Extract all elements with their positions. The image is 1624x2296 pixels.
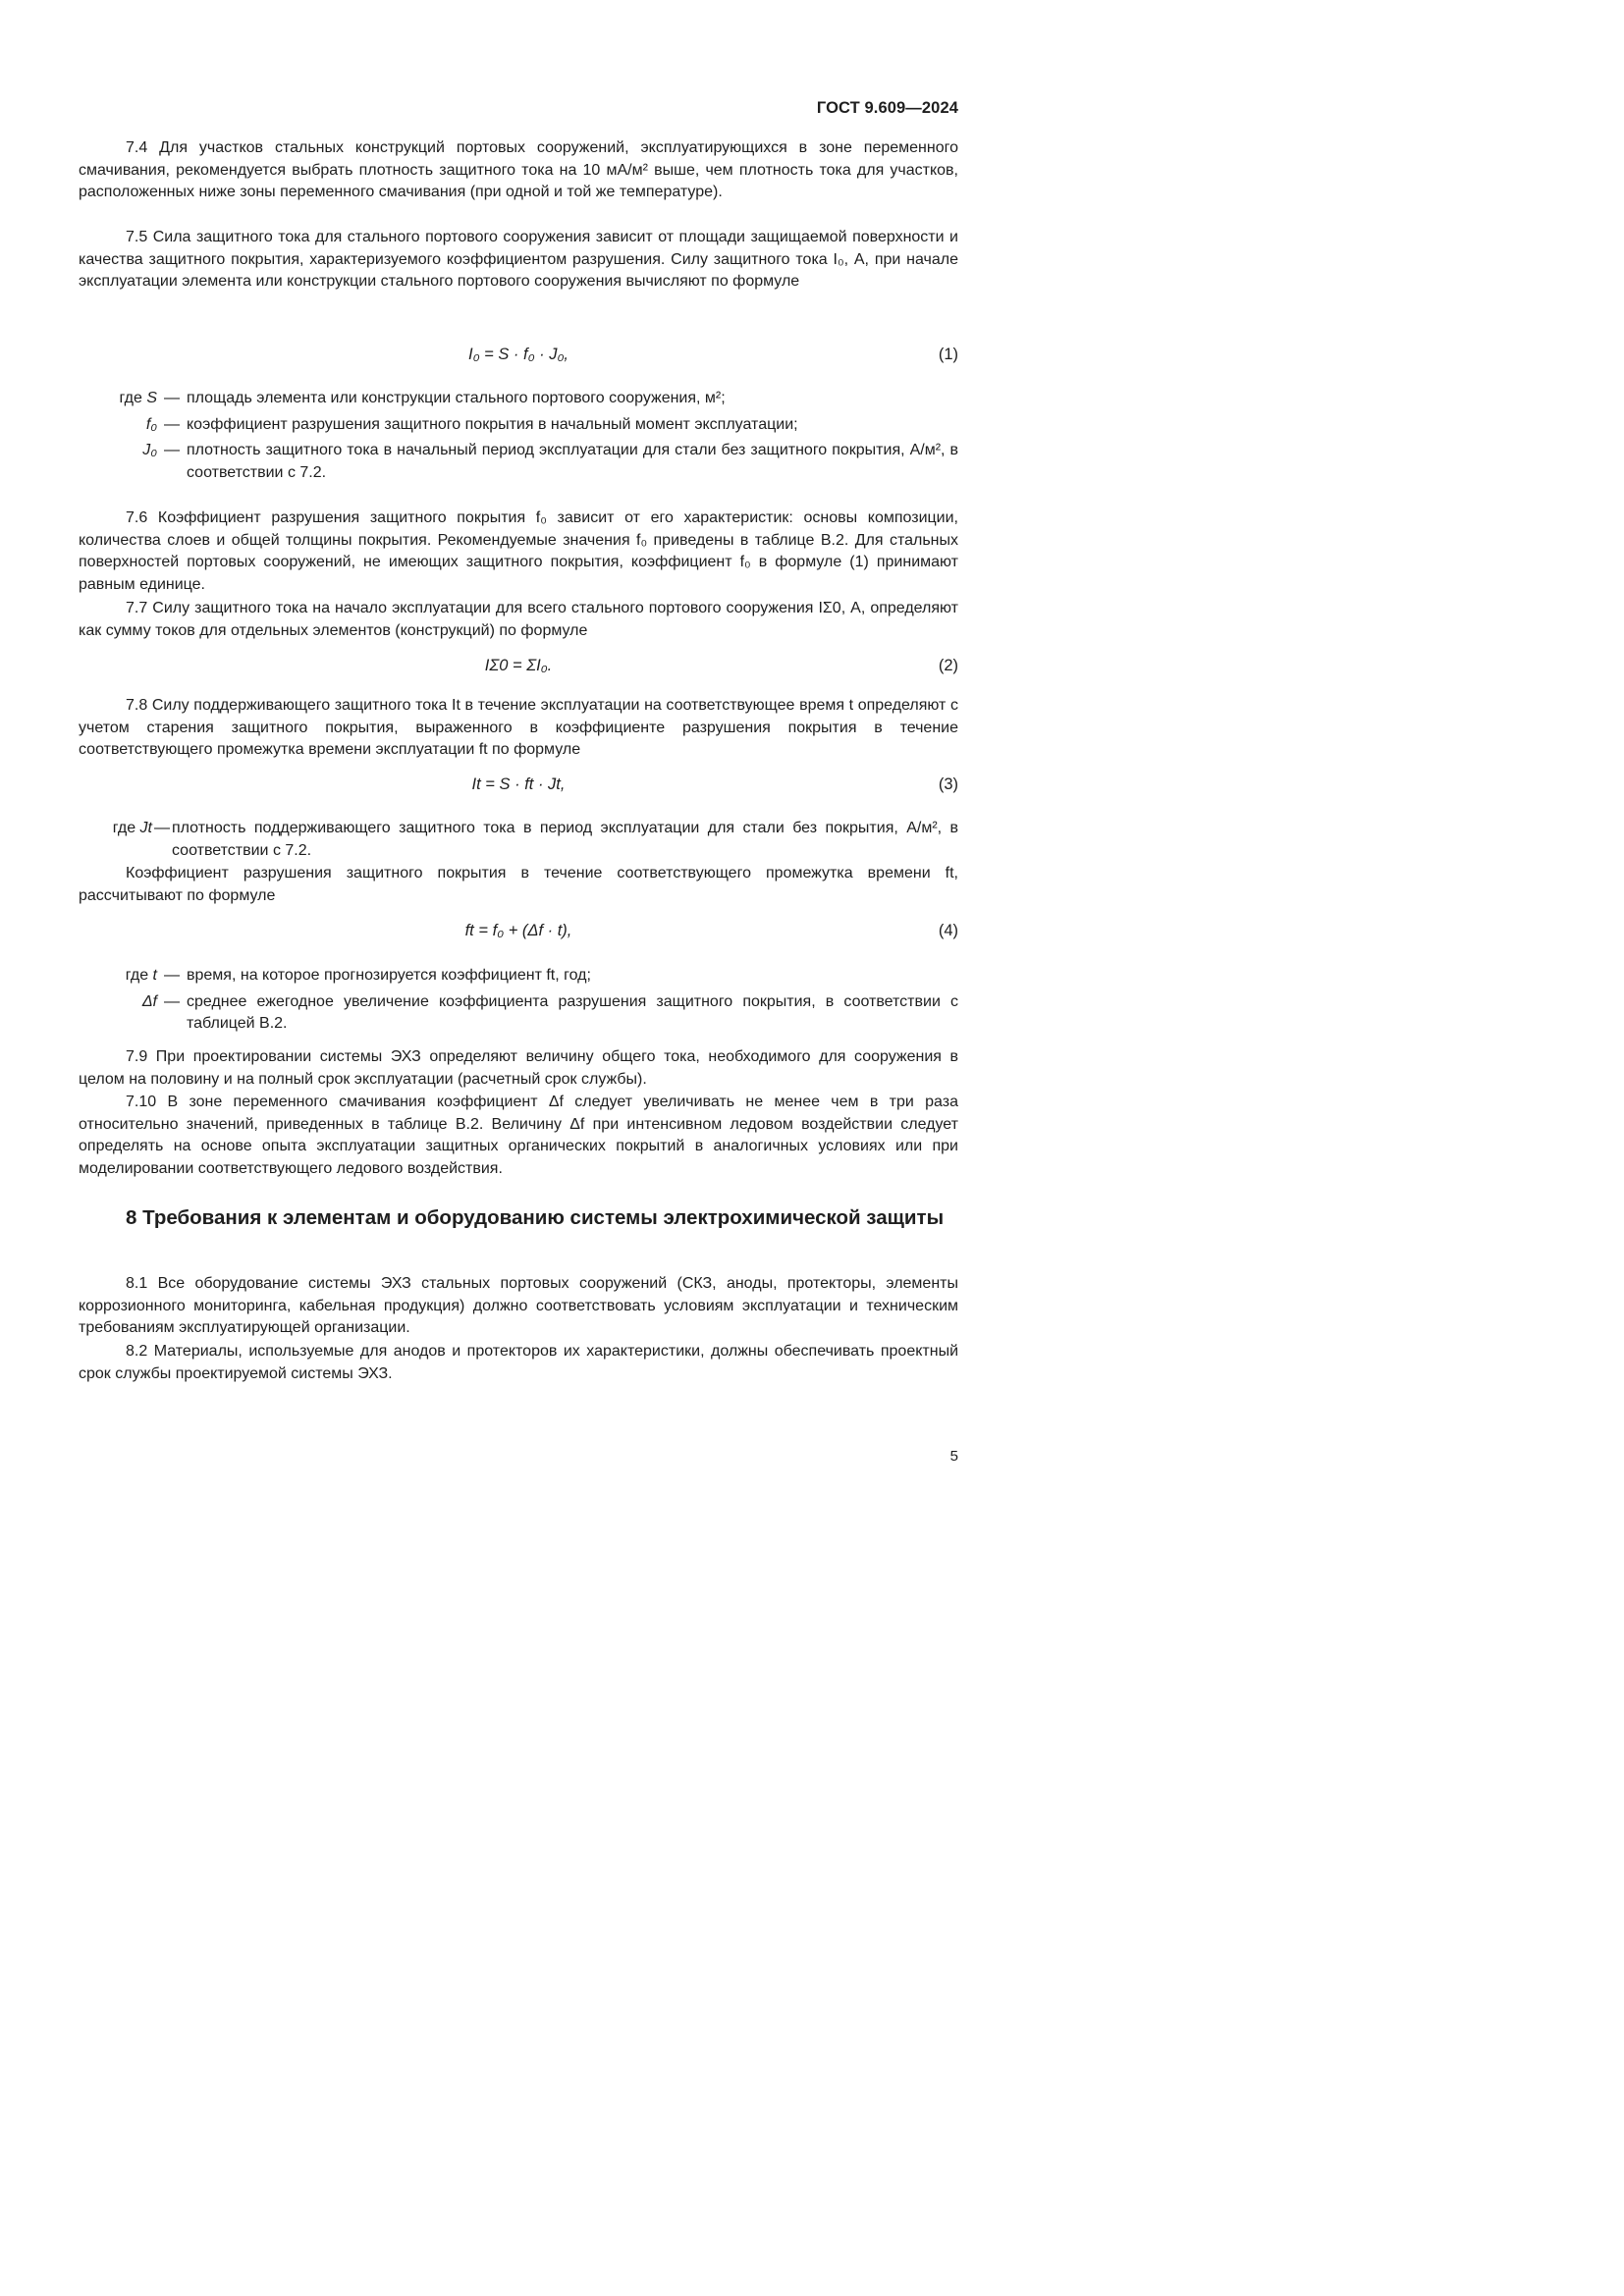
definition-symbol: где t [125,967,157,984]
definition-dash: — [154,820,170,836]
formula-3-expression: It = S · ft · Jt, [471,775,566,793]
paragraph-7-9: 7.9 При проектировании системы ЭХЗ определяют величину общего тока, необходимого для сооружения в целом на половину и на полный срок эксплуатации (расчетный срок службы). [79,1048,958,1088]
definition-text: площадь элемента или конструкции стального портового сооружения, м²; [187,390,726,406]
definition-row [79,965,958,988]
definition-symbol: J₀ [142,442,157,458]
section-8-heading: 8 Требования к элементам и оборудованию системы электрохимической защиты [126,1206,945,1229]
definition-symbol: Δf [141,992,157,1010]
definition-text: плотность поддерживающего защитного тока в период эксплуатации для стали без покрытия, А/м², в соответствии с 7.2. [172,820,958,859]
paragraph-7-4: 7.4 Для участков стальных конструкций портовых сооружений, эксплуатирующихся в зоне переменного смачивания, рекомендуется выбрать плотность защитного тока на 10 мА/м² выше, чем плотность тока для участков, расположенных ниже зоны переменного смачивания (при одной и той же температуре). [79,139,958,200]
definitions-formula-4 [79,965,958,1040]
paragraph-7-7: 7.7 Силу защитного тока на начало эксплуатации для всего стального портового сооружения IΣ0, А, определяют как сумму токов для отдельных элементов (конструкций) по формуле [79,600,958,639]
definition-symbol: f₀ [145,415,157,433]
formula-1 [79,346,958,369]
definition-row [79,818,958,862]
paragraph-8-1: 8.1 Все оборудование системы ЭХЗ стальных портовых сооружений (СКЗ, аноды, протекторы, элементы коррозионного мониторинга, кабельная продукция) должно соответствовать условиям эксплуатации и техническим требованиям эксплуатирующей организации. [79,1275,958,1336]
paragraph-7-5: 7.5 Сила защитного тока для стального портового сооружения зависит от площади защищаемой поверхности и качества защитного покрытия, характеризуемого коэффициентом разрушения. Силу защитного тока I₀, А, при начале эксплуатации элемента или конструкции стального портового сооружения вычисляют по формуле [79,229,958,290]
formula-1-number: (1) [938,346,958,363]
definition-row [79,388,958,410]
document-page [0,0,1084,1532]
definition-row [79,440,958,484]
formula-2-number: (2) [938,657,958,674]
page-number: 5 [949,1448,958,1465]
definition-dash: — [164,415,180,433]
standard-designation: ГОСТ 9.609—2024 [816,99,958,117]
definition-row [79,991,958,1036]
formula-4-number: (4) [938,922,958,939]
formula-4 [79,922,958,945]
paragraph-7-10: 7.10 В зоне переменного смачивания коэффициент Δf следует увеличивать не менее чем в три раза относительно значений, приведенных в таблице В.2. Величину Δf при интенсивном ледовом воздействии следует определять на основе опыта эксплуатации защитных органических покрытий в аналогичных условиях или при моделировании соответствующего ледового воздействия. [79,1094,958,1177]
definition-dash: — [164,390,180,406]
formula-3-number: (3) [938,775,958,793]
paragraph-8-2: 8.2 Материалы, используемые для анодов и протекторов их характеристики, должны обеспечивать проектный срок службы проектируемой системы ЭХЗ. [79,1343,958,1382]
definition-symbol: где Jt [112,820,152,836]
definition-dash: — [164,442,180,458]
definitions-formula-1 [79,388,958,488]
definition-dash: — [164,992,180,1010]
definition-row [79,414,958,437]
definition-dash: — [164,967,180,984]
definitions-formula-3 [79,818,958,866]
formula-2 [79,657,958,680]
formula-2-expression: IΣ0 = ΣI₀. [484,657,553,674]
definition-text: плотность защитного тока в начальный период эксплуатации для стали без защитного покрытия, А/м², в соответствии с 7.2. [187,442,958,481]
formula-3 [79,775,958,799]
definition-text: коэффициент разрушения защитного покрытия в начальный момент эксплуатации; [187,415,798,433]
paragraph-7-6: 7.6 Коэффициент разрушения защитного покрытия f₀ зависит от его характеристик: основы композиции, количества слоев и общей толщины покрытия. Рекомендуемые значения f₀ приведены в таблице В.2. Для стальных поверхностей портовых сооружений, не имеющих защитного покрытия, коэффициент f₀ в формуле (1) принимают равным единице. [79,509,958,593]
formula-1-expression: I₀ = S · f₀ · J₀, [468,346,568,363]
definition-text: среднее ежегодное увеличение коэффициента разрушения защитного покрытия, в соответствии с таблицей В.2. [187,992,958,1032]
definition-text: время, на которое прогнозируется коэффициент ft, год; [187,967,591,984]
formula-4-expression: ft = f₀ + (Δf · t), [464,922,572,939]
paragraph-coefficient: Коэффициент разрушения защитного покрытия в течение соответствующего промежутка времени ft, рассчитывают по формуле [79,865,958,904]
definition-symbol: где S [119,390,157,406]
paragraph-7-8: 7.8 Силу поддерживающего защитного тока It в течение эксплуатации на соответствующее время t определяют с учетом старения защитного покрытия, выраженного в коэффициенте разрушения покрытия в течение соответствующего промежутка времени эксплуатации ft по формуле [79,697,958,758]
